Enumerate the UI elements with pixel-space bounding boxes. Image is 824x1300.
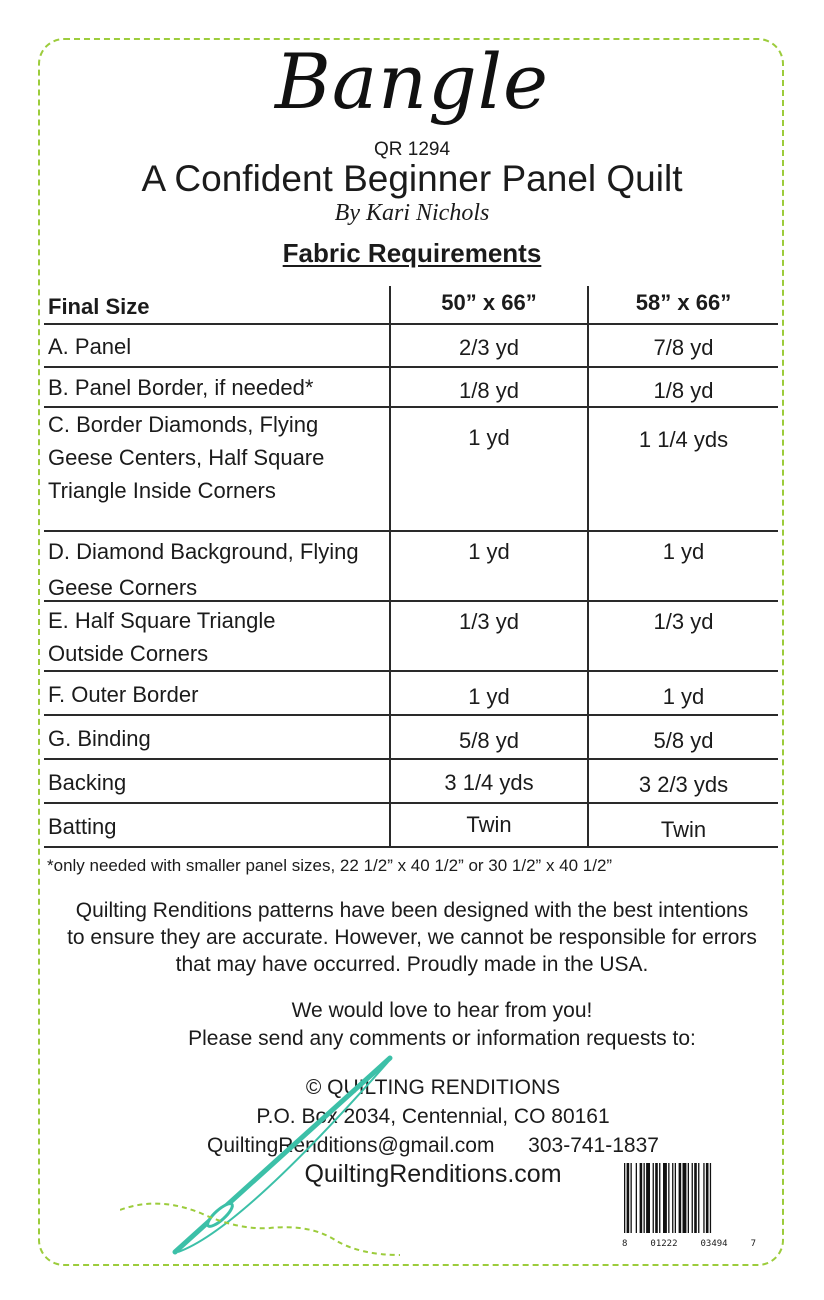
row-size-1: 1/3 yd (389, 602, 589, 672)
barcode-bar (663, 1163, 667, 1233)
website-link[interactable]: QuiltingRenditions.com (304, 1160, 562, 1188)
row-size-1: 1/8 yd (389, 368, 589, 408)
po-box: P.O. Box 2034, Centennial, CO 80161 (256, 1105, 610, 1128)
row-label: B. Panel Border, if needed* (48, 375, 314, 400)
barcode-bar (631, 1163, 632, 1233)
row-size-2: 1 yd (662, 684, 705, 709)
barcode-digit-group: 03494 (700, 1239, 728, 1249)
barcode-bar (627, 1163, 630, 1233)
contact-request (0, 997, 824, 1053)
company-name: © QUILTING RENDITIONS (305, 1076, 561, 1099)
barcode-bar (672, 1163, 673, 1233)
row-label: A. Panel (48, 334, 132, 359)
barcode-bar (675, 1163, 676, 1233)
barcode-bars (622, 1163, 756, 1233)
row-size-2: 5/8 yd (653, 728, 714, 753)
barcode-bar (640, 1163, 643, 1233)
table-row (44, 716, 778, 760)
contact-line: Please send any comments or information requests to: (188, 1027, 696, 1050)
barcode-digit-group: 01222 (650, 1239, 678, 1249)
row-size-2: 3 2/3 yds (638, 772, 729, 797)
barcode-bar (646, 1163, 650, 1233)
phone-number: 303-741-1837 (528, 1134, 659, 1157)
barcode-bar (698, 1163, 699, 1233)
row-label: E. Half Square Triangle Outside Corners (48, 608, 276, 666)
barcode-bar (653, 1163, 654, 1233)
table-row (44, 408, 778, 532)
contact-line: We would love to hear from you! (291, 999, 593, 1022)
barcode-bar (655, 1163, 658, 1233)
row-size-1: 3 1/4 yds (389, 760, 589, 804)
designer-byline: By Kari Nichols (334, 200, 490, 226)
header-size-2: 58” x 66” (635, 290, 732, 315)
row-label: Batting (48, 814, 117, 839)
table-header-row (44, 286, 778, 325)
table-row (44, 602, 778, 672)
row-size-2: 7/8 yd (653, 335, 714, 360)
barcode-bar (636, 1163, 637, 1233)
table-row (44, 760, 778, 804)
disclaimer (0, 897, 824, 978)
row-size-2: 1/8 yd (653, 378, 714, 403)
barcode-digits (622, 1239, 756, 1249)
header-size-1: 50” x 66” (389, 286, 589, 325)
row-size-1: 5/8 yd (389, 716, 589, 760)
row-label: C. Border Diamonds, Flying Geese Centers, Half Square Triangle Inside Corners (48, 412, 325, 503)
barcode (622, 1163, 756, 1249)
barcode-bar (706, 1163, 709, 1233)
barcode-bar (659, 1163, 660, 1233)
pattern-subtitle: A Confident Beginner Panel Quilt (141, 158, 683, 199)
table-row (44, 532, 778, 602)
row-label: D. Diamond Background, Flying Geese Corners (48, 539, 359, 600)
table-row (44, 368, 778, 408)
barcode-bar (694, 1163, 697, 1233)
barcode-digit-group: 7 (750, 1239, 756, 1249)
pattern-title: Bangle (274, 37, 550, 126)
row-size-2: 1 1/4 yds (638, 427, 729, 452)
needle-and-thread-icon (120, 1050, 420, 1270)
disclaimer-line: to ensure they are accurate. However, we cannot be responsible for errors (67, 926, 757, 949)
barcode-bar (683, 1163, 687, 1233)
barcode-bar (688, 1163, 689, 1233)
table-row (44, 672, 778, 716)
barcode-bar (679, 1163, 682, 1233)
fabric-requirements-table (44, 286, 778, 848)
barcode-bar (692, 1163, 693, 1233)
row-size-1: Twin (389, 804, 589, 848)
row-size-1: 1 yd (389, 408, 589, 532)
barcode-bar (703, 1163, 704, 1233)
row-label: F. Outer Border (48, 682, 199, 707)
email-link[interactable]: QuiltingRenditions@gmail.com (207, 1134, 495, 1157)
barcode-bar (644, 1163, 645, 1233)
row-label: G. Binding (48, 726, 151, 751)
table-footnote: *only needed with smaller panel sizes, 22 1/2” x 40 1/2” or 30 1/2” x 40 1/2” (47, 856, 613, 875)
header-final-size: Final Size (48, 294, 150, 319)
barcode-bar (710, 1163, 711, 1233)
table-row (44, 325, 778, 368)
pattern-code: QR 1294 (373, 139, 451, 160)
row-label: Backing (48, 770, 127, 795)
table-row (44, 804, 778, 848)
barcode-bar (668, 1163, 669, 1233)
barcode-digit-group: 8 (622, 1239, 628, 1249)
disclaimer-line: that may have occurred. Proudly made in the USA. (175, 953, 649, 976)
row-size-2: Twin (660, 817, 707, 842)
disclaimer-line: Quilting Renditions patterns have been designed with the best intentions (75, 899, 749, 922)
row-size-1: 1 yd (389, 672, 589, 716)
row-size-2: 1 yd (662, 539, 705, 564)
row-size-2: 1/3 yd (653, 609, 714, 634)
barcode-bar (624, 1163, 625, 1233)
row-size-1: 2/3 yd (389, 325, 589, 368)
row-size-1: 1 yd (389, 532, 589, 602)
fabric-requirements-heading: Fabric Requirements (282, 238, 542, 268)
